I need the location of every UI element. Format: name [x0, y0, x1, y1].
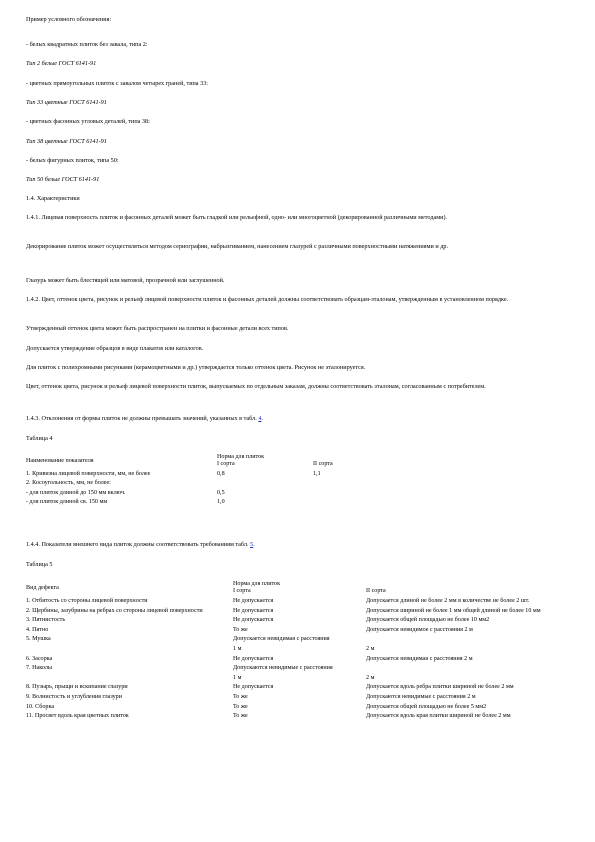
- clause-1-4-1: 1.4.1. Лицевая поверхность плиток и фасонных деталей может быть гладкой или рельефной, одно- или многоцветной (декорированной различными методами).: [26, 214, 448, 221]
- table-cell: 0,8: [217, 470, 225, 477]
- clause-1-4-3-text: 1.4.3. Отклонения от формы плиток не должны превышать значений, указанных в табл.: [26, 415, 257, 422]
- table-cell: 11. Просвет вдоль края цветных плиток: [26, 713, 129, 720]
- table-cell: 0,5: [217, 489, 225, 496]
- table-row: [26, 653, 564, 663]
- table-cell: [313, 478, 446, 487]
- table-cell: 1. Кривизна лицевой поверхности, мм, не более: [26, 470, 151, 477]
- table-cell: 10. Сборка: [26, 703, 55, 710]
- example-item-4: - белых фигурных плиток, типа 50:: [26, 157, 119, 164]
- table-4: [26, 454, 446, 506]
- table-5-header: [26, 581, 564, 588]
- table-cell: 1 м: [233, 645, 242, 652]
- clause-1-4-3-end: .: [261, 415, 263, 422]
- table-cell: Не допускается: [233, 607, 274, 614]
- clause-1-4-4-end: .: [253, 541, 255, 548]
- header-name: Наименование показателя: [26, 457, 94, 464]
- table-cell: То же: [233, 693, 248, 700]
- table-cell: То же: [233, 703, 248, 710]
- table-5: [26, 581, 564, 721]
- table-cell: 9. Волнистость и углубления глазури: [26, 693, 122, 700]
- table-4-header: [26, 454, 446, 461]
- table-cell: 1 м: [233, 674, 242, 681]
- clause-1-4-4: [26, 541, 573, 549]
- table-cell: Допускается общей площадью не более 5 мм2: [366, 703, 487, 710]
- table-4-link[interactable]: 4: [258, 415, 262, 422]
- header-norm: Норма для плиток: [233, 581, 281, 587]
- table-cell: То же: [233, 626, 248, 633]
- table-cell: 2. Косоугольность, мм, не более:: [26, 480, 111, 487]
- table-cell: 7. Наколы: [26, 665, 52, 672]
- decoration-paragraph: Декорирование плиток может осуществляться методом сериографии, набрызгиванием, нанесением глазурей с различными поверхностными натяжениями и др.: [26, 243, 449, 250]
- table-row: [26, 478, 446, 487]
- table-row: [26, 673, 564, 683]
- table-cell: Не допускается: [233, 598, 274, 604]
- example-designation-4: Тип 50 белые ГОСТ 6141-91: [26, 176, 100, 183]
- table-row: [26, 488, 446, 497]
- glaze-paragraph: Глазурь может быть блестящей или матовой, прозрачной или заглушенной.: [26, 277, 225, 284]
- table-4-caption: Таблица 4: [26, 435, 53, 442]
- table-row: [26, 663, 564, 673]
- table-cell: 1,0: [217, 499, 225, 506]
- catalog-paragraph: Допускается утверждение образцов в виде плакатов или каталогов.: [26, 345, 204, 352]
- table-row: [26, 596, 564, 606]
- table-cell: Допускается невидимая с расстояния 2 м: [366, 655, 473, 662]
- table-cell: 1. Отбитость со стороны лицевой поверхности: [26, 598, 148, 604]
- table-row: [26, 711, 564, 721]
- table-cell: [313, 497, 446, 506]
- table-cell: 2. Щербины, зазубрины на ребрах со стороны лицевой поверхности: [26, 607, 203, 614]
- table-row: [26, 605, 564, 615]
- example-designation-3: Тип 38 цветные ГОСТ 6141-91: [26, 138, 107, 145]
- table-cell: Допускаются невидимые с расстояния 2 м: [366, 693, 476, 700]
- table-cell: Допускается невидимая с расстояния: [233, 636, 330, 643]
- section-heading: 1.4. Характеристики: [26, 195, 80, 202]
- table-row: [26, 625, 564, 635]
- table-cell: Допускается шириной не более 1 мм общей длиной не более 10 мм: [366, 607, 541, 614]
- table-cell: 2 м: [366, 674, 375, 681]
- table-row: [26, 692, 564, 702]
- example-item-1: - белых квадратных плиток без завала, типа 2:: [26, 41, 148, 48]
- clause-1-4-4-text: 1.4.4. Показатели внешнего вида плиток должны соответствовать требованиям табл.: [26, 541, 249, 548]
- example-designation-1: Тип 2 белые ГОСТ 6141-91: [26, 60, 97, 67]
- example-item-2: - цветных прямоугольных плиток с завалом четырех граней, типа 33:: [26, 80, 209, 87]
- table-cell: Допускается общей площадью не более 10 мм2: [366, 617, 490, 624]
- table-cell: Допускается невидимое с расстояния 2 м: [366, 626, 473, 633]
- clause-1-4-3: [26, 415, 573, 423]
- table-row: [26, 634, 564, 644]
- table-row: [26, 644, 564, 654]
- table-cell: 1,1: [313, 470, 321, 477]
- table-cell: 2 м: [366, 645, 375, 652]
- header-norm: Норма для плиток: [217, 454, 265, 460]
- example-designation-2: Тип 33 цветные ГОСТ 6141-91: [26, 99, 107, 106]
- table-cell: [217, 478, 313, 487]
- table-cell: Допускается вдоль ребра плитки шириной не более 2 мм: [366, 684, 514, 691]
- table-cell: 5. Мушка: [26, 636, 51, 643]
- table-cell: [26, 644, 233, 654]
- example-item-3: - цветных фасонных угловых деталей, типа 38:: [26, 118, 150, 125]
- table-cell: То же: [233, 713, 248, 720]
- custom-order-paragraph: Цвет, оттенок цвета, рисунок и рельеф лицевой поверхности плиток, выпускаемых по отдельным заказам, должны соответствовать эталонам, согласованным с потребителем.: [26, 383, 486, 390]
- header-grade-1: I сорта: [217, 461, 235, 468]
- table-cell: 4. Пятно: [26, 626, 49, 633]
- table-row: [26, 701, 564, 711]
- example-heading: Пример условного обозначения:: [26, 16, 112, 23]
- table-row: [26, 497, 446, 506]
- polychrome-paragraph: Для плиток с полихромными рисунками (керамоцветными и др.) утверждается только оттенок цвета. Рисунок не эталонируется.: [26, 364, 366, 371]
- table-cell: Не допускается: [233, 617, 274, 624]
- table-cell: 6. Засорка: [26, 655, 53, 662]
- table-cell: 3. Пятнистость: [26, 617, 66, 624]
- header-grade-2: II сорта: [366, 588, 386, 595]
- table-row: [26, 615, 564, 625]
- clause-1-4-2: 1.4.2. Цвет, оттенок цвета, рисунок и рельеф лицевой поверхности плиток и фасонных деталей должны соответствовать образцам-эталонам, утвержденным в установленном порядке.: [26, 296, 509, 303]
- table-cell: 8. Пузырь, прыщи и вскипание глазури: [26, 684, 128, 691]
- header-grade-2: II сорта: [313, 461, 333, 468]
- table-cell: [313, 488, 446, 497]
- header-defect: Вид дефекта: [26, 584, 59, 591]
- table-cell: Допускаются невидимые с расстояния: [233, 665, 333, 672]
- table-cell: - для плиток длиной до 150 мм включ.: [26, 489, 126, 496]
- table-row: [26, 682, 564, 692]
- header-grade-1: I сорта: [233, 588, 251, 595]
- table-cell: - для плиток длиной св. 150 мм: [26, 499, 108, 506]
- table-5-link[interactable]: 5: [250, 541, 254, 548]
- table-row: [26, 469, 446, 478]
- shade-paragraph: Утвержденный оттенок цвета может быть распространен на плитки и фасонные детали всех типов.: [26, 325, 289, 332]
- table-cell: Не допускается: [233, 684, 274, 691]
- table-cell: Не допускается: [233, 655, 274, 662]
- table-cell: [26, 673, 233, 683]
- table-cell: Допускается вдоль края плитки шириной не более 2 мм: [366, 713, 511, 720]
- table-5-caption: Таблица 5: [26, 561, 53, 568]
- table-cell: Допускается длиной не более 2 мм в количестве не более 2 шт.: [366, 598, 530, 604]
